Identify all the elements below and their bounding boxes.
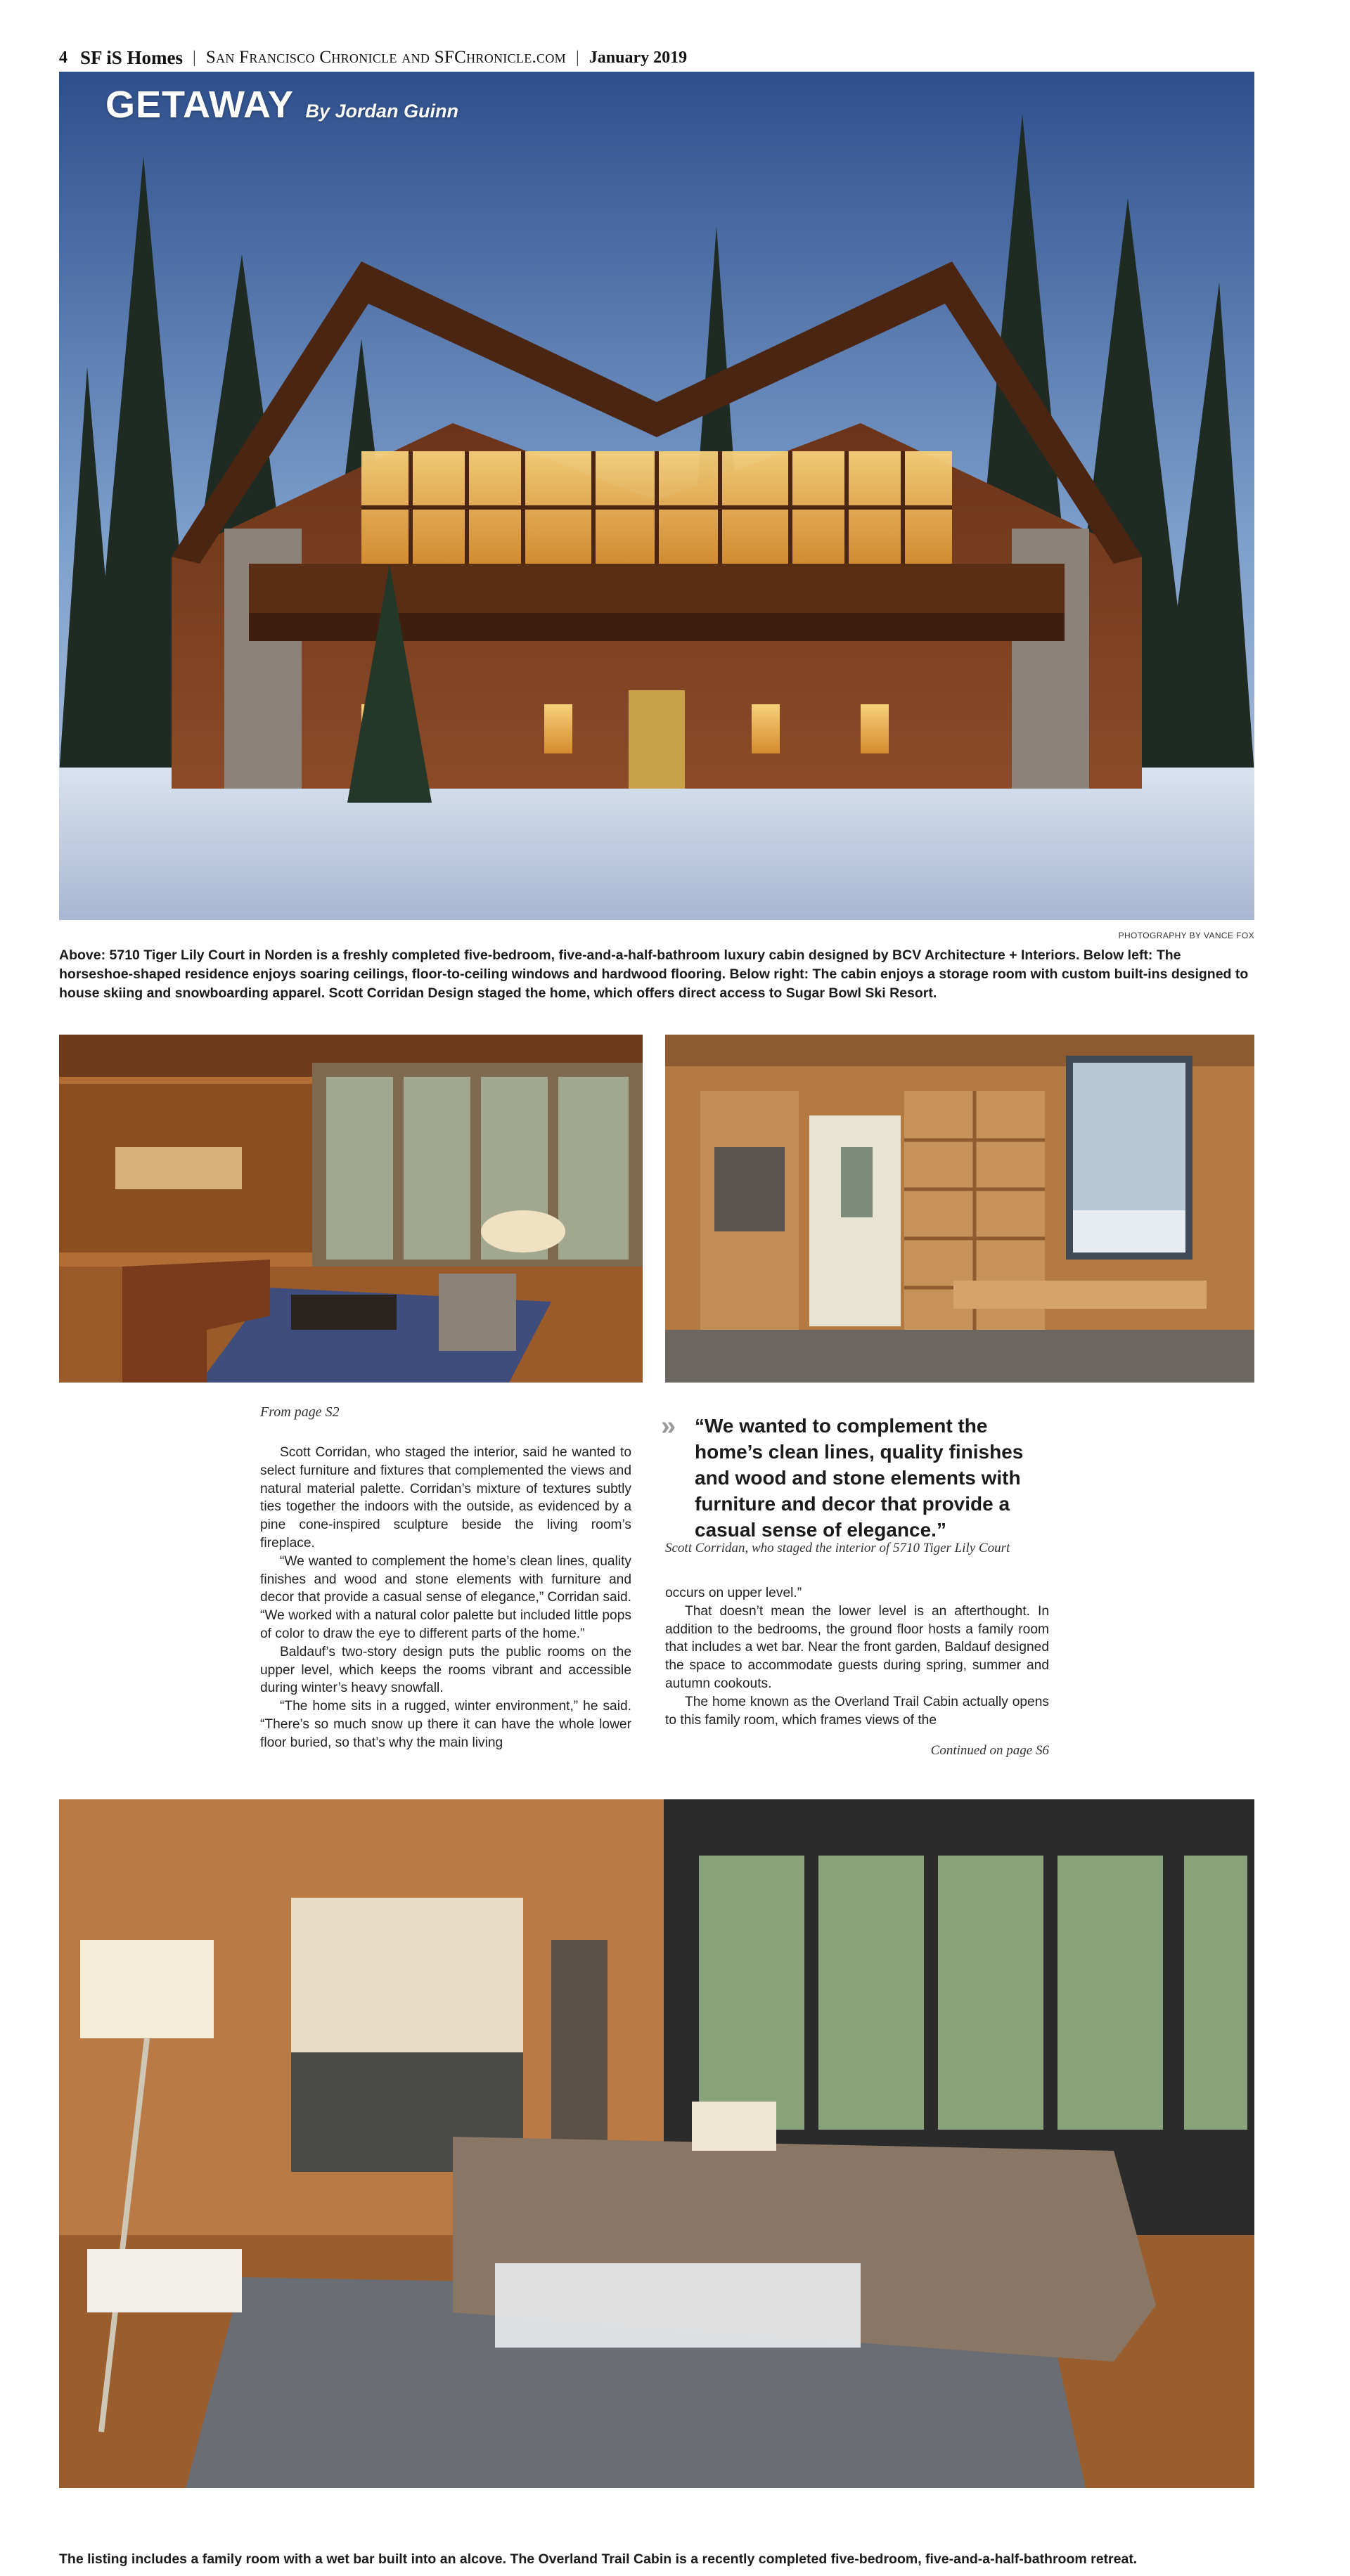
photo-family-room [59, 1799, 1254, 2488]
section-brand: SF iS Homes [80, 46, 184, 68]
page-number: 4 [59, 48, 68, 67]
photo-credit: PHOTOGRAPHY BY VANCE FOX [1118, 931, 1254, 940]
paragraph: Scott Corridan, who staged the interior, said he wanted to select furniture and fixtures that complemented the views and natural material palette. Corridan’s mixture of textures subtly ties together the indoors with the outside, as evidenced by a pine cone-inspired sculpture beside the living room’s fireplace. [260, 1445, 631, 1551]
living-room-illustration [59, 1035, 643, 1383]
section-kicker [105, 83, 458, 127]
paragraph: Baldauf’s two-story design puts the public rooms on the upper level, which keeps the rooms vibrant and accessible during winter’s heavy snowfall. [260, 1644, 631, 1696]
masthead-separator-2: | [575, 48, 579, 67]
pull-quote-attribution: Scott Corridan, who staged the interior of 5710 Tiger Lily Court [665, 1541, 1010, 1555]
paragraph: “The home sits in a rugged, winter environment,” he said. “There’s so much snow up there it can have the whole lower floor buried, so that’s why the main living [260, 1699, 631, 1750]
section-label: GETAWAY [105, 84, 295, 126]
cabin-exterior-illustration [59, 72, 1254, 920]
hero-photo-cabin-exterior [59, 72, 1254, 920]
article-column-2 [665, 1584, 1049, 1729]
quote-chevron-icon: » [661, 1411, 676, 1441]
article-column-1 [260, 1444, 631, 1752]
from-page-note: From page S2 [260, 1404, 340, 1420]
continued-note: Continued on page S6 [930, 1743, 1049, 1758]
pull-quote: “We wanted to complement the home’s clean lines, quality finishes and wood and stone elements with furniture and decor that provide a casual sense of elegance.” [695, 1415, 1024, 1541]
paragraph: “We wanted to complement the home’s clean lines, quality finishes and wood and stone elements with furniture and decor that provide a casual sense of elegance,” Corridan said. “We worked with a natural color palette but included little pops of color to draw the eye to different parts of the home.” [260, 1553, 631, 1641]
publication-name: San Francisco Chronicle and SFChronicle.com [205, 48, 566, 67]
masthead [59, 44, 1254, 72]
paragraph: That doesn’t mean the lower level is an afterthought. In addition to the bedrooms, the ground floor hosts a family room that includes a wet bar. Near the front garden, Baldauf designed the space to accommodate guests during spring, summer and autumn cookouts. [665, 1603, 1049, 1691]
photo-living-room [59, 1035, 643, 1383]
masthead-separator: | [193, 48, 196, 67]
paragraph: occurs on upper level.” [665, 1586, 802, 1600]
storage-room-illustration [665, 1035, 1254, 1383]
bottom-caption: The listing includes a family room with a wet bar built into an alcove. The Overland Trail Cabin is a recently completed five-bedroom, five-and-a-half-bathroom retreat. [59, 2551, 1138, 2567]
paragraph: The home known as the Overland Trail Cabin actually opens to this family room, which frames views of the [665, 1694, 1049, 1728]
hero-caption: Above: 5710 Tiger Lily Court in Norden is a freshly completed five-bedroom, five-and-a-half-bathroom luxury cabin designed by BCV Architecture + Interiors. Below left: The horseshoe-shaped residence enjoys soaring ceilings, floor-to-ceiling windows and hardwood flooring. Below right: The cabin enjoys a storage room with custom built-ins designed to house skiing and snowboarding apparel. Scott Corridan Design staged the home, which offers direct access to Sugar Bowl Ski Resort. [59, 947, 1249, 1001]
byline: By Jordan Guinn [305, 101, 459, 122]
issue-date: January 2019 [589, 48, 688, 67]
photo-storage-room [665, 1035, 1254, 1383]
family-room-illustration [59, 1799, 1254, 2488]
